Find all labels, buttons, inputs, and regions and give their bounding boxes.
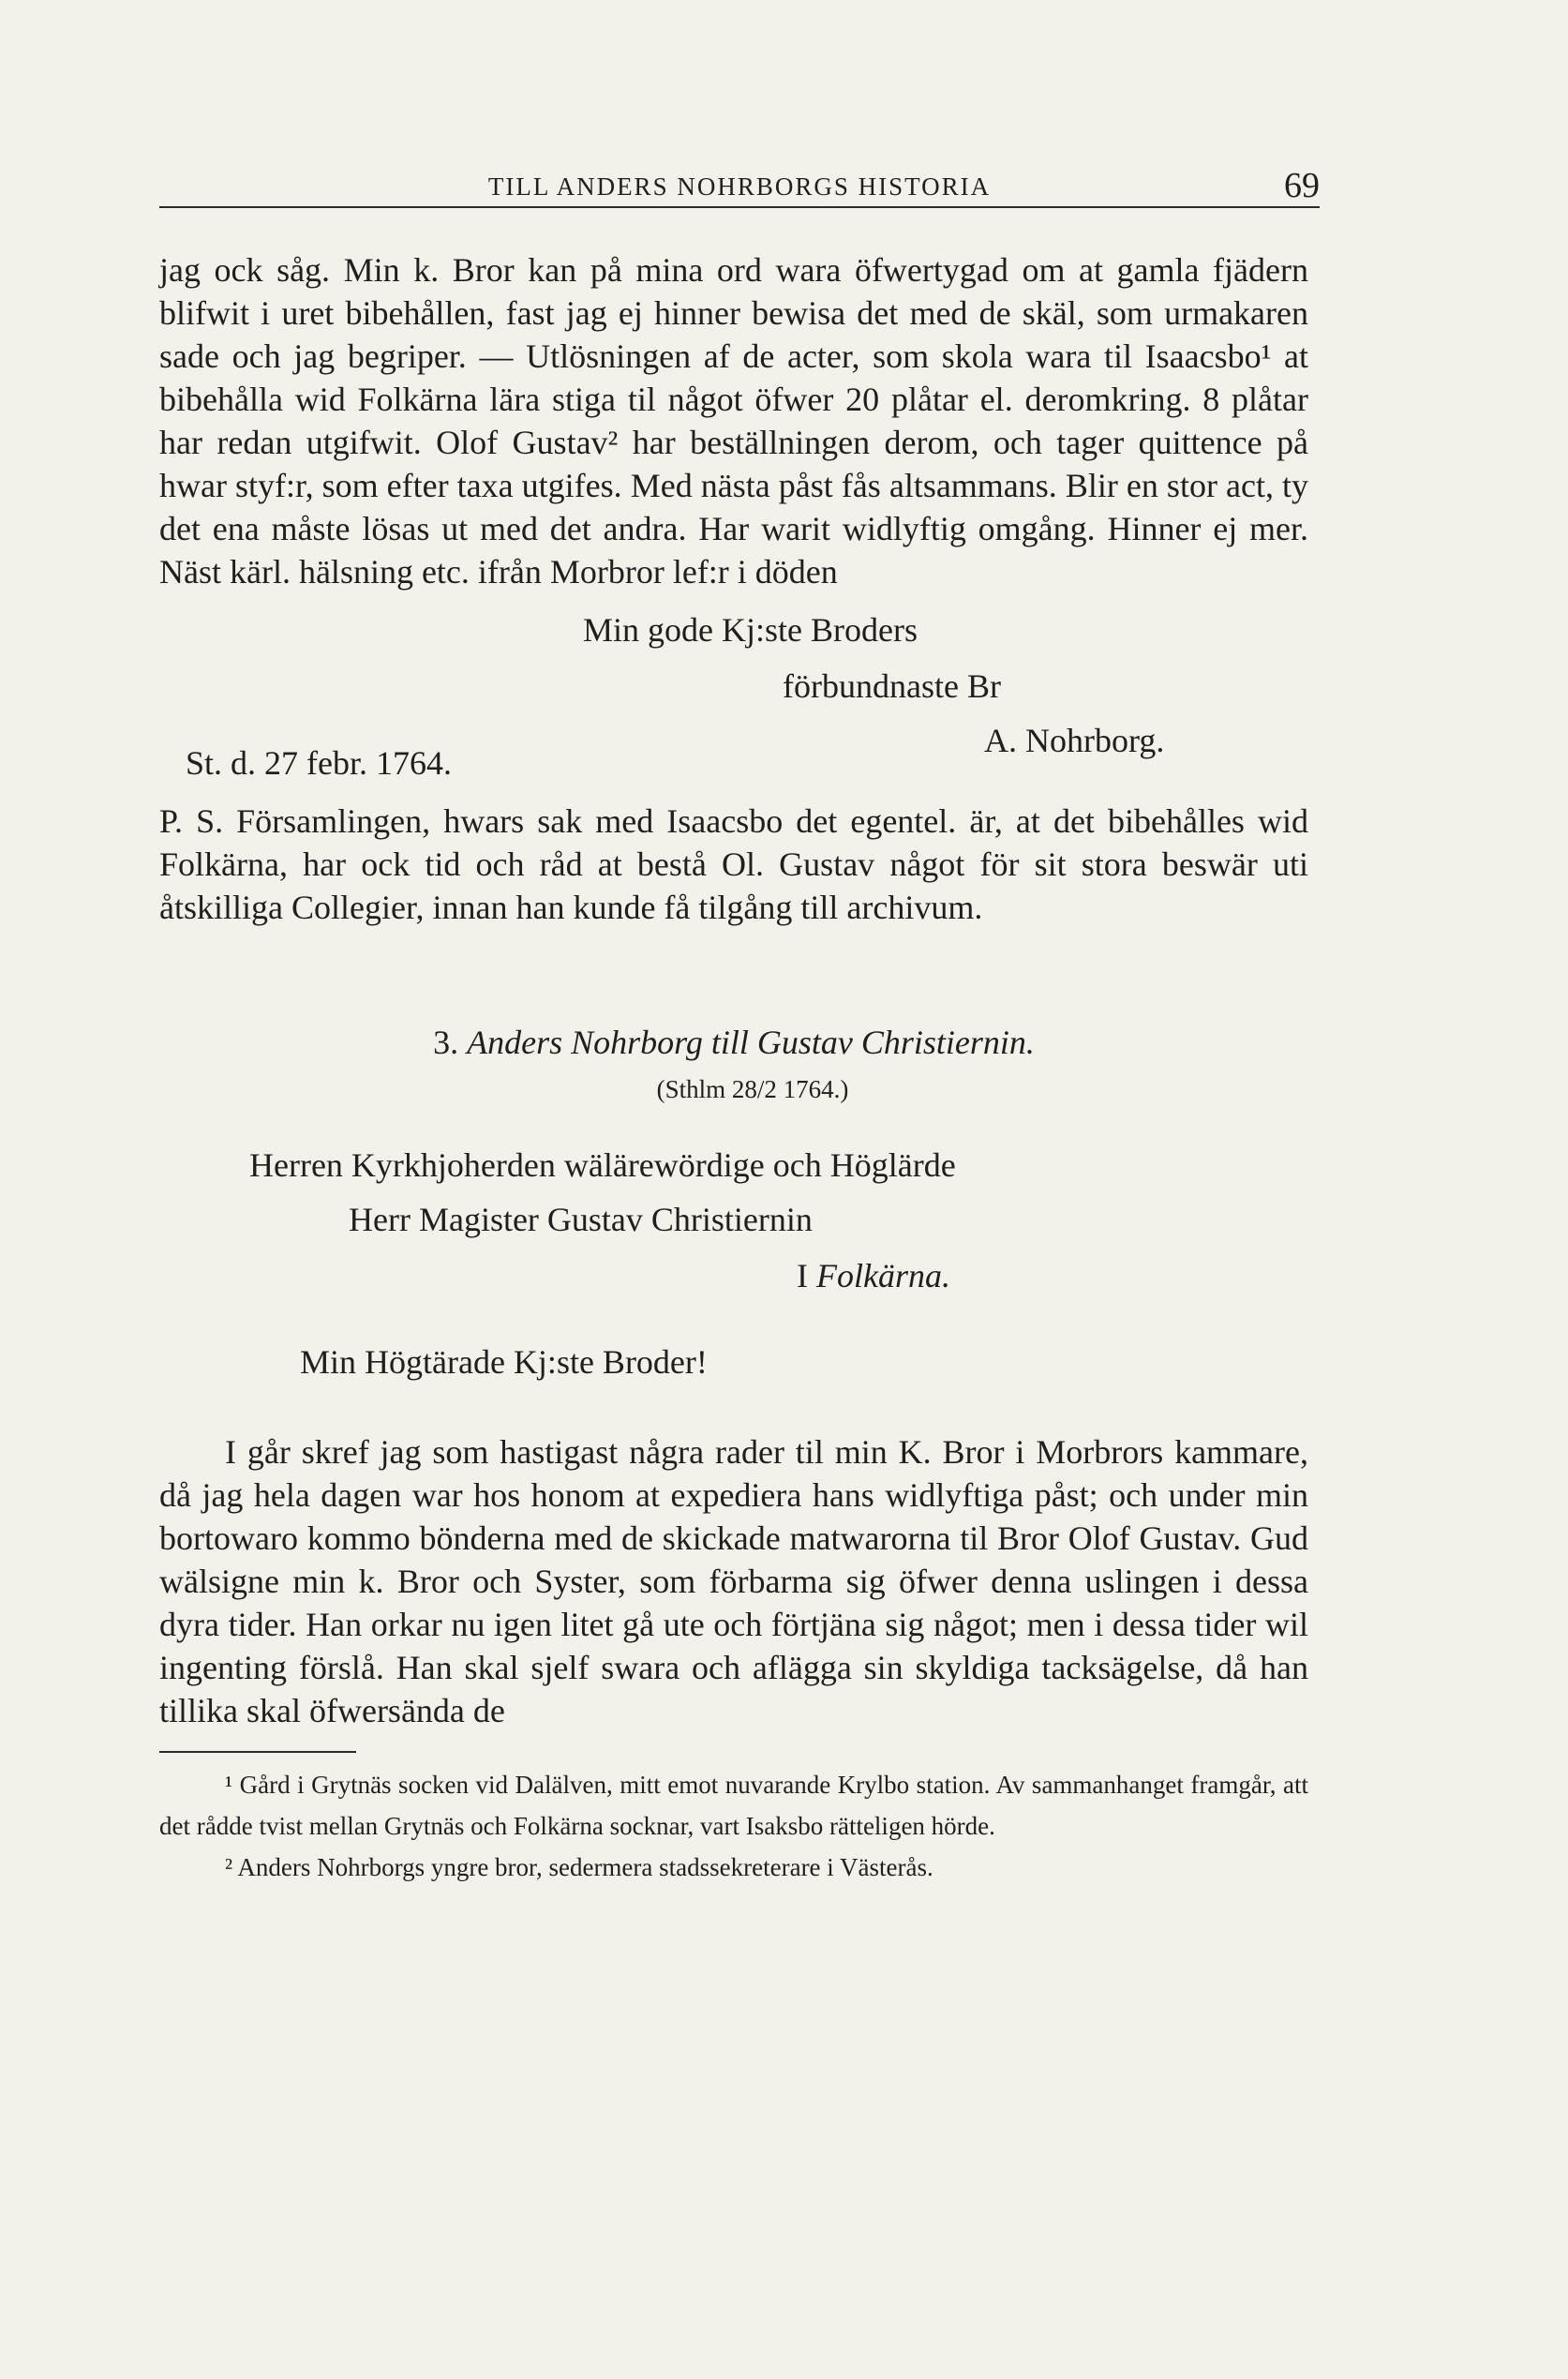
- page-header: [159, 166, 1320, 208]
- dateline-prefix: (Sthlm: [656, 1075, 726, 1103]
- postscript: P. S. Församlingen, hwars sak med Isaacsbo det egentel. är, at det bibehålles wid Folkärna, har ock tid och råd at bestå Ol. Gustav något för sit stora beswär uti åtskilliga Collegier, innan han kunde få tilgång till archivum.: [159, 802, 1308, 926]
- footnote-1: ¹ Gård i Grytnäs socken vid Dalälven, mitt emot nuvarande Krylbo station. Av sammanhanget framgår, att det rådde tvist mellan Grytnäs och Folkärna socknar, vart Isaksbo rätteligen hörde.: [159, 1771, 1308, 1840]
- letter2-number: 3.: [433, 1024, 459, 1061]
- page-body: [159, 248, 1308, 1888]
- address-place: Folkärna.: [816, 1257, 950, 1294]
- footnote-rule: [159, 1751, 356, 1753]
- address-line-2: Herr Magister Gustav Christiernin: [349, 1201, 813, 1238]
- letter2-paragraph: I går skref jag som hastigast några rader til min K. Bror i Morbrors kammare, då jag hela dagen war hos honom at expediera hans widlyftiga påst; och under min bortowaro kommo bönderna med de skickade matwarorna til Bror Olof Gustav. Gud wälsigne min k. Bror och Syster, som förbarma sig öfwer denna uslingen i dessa dyra tider. Han orkar nu igen litet gå ute och förtjäna sig något; men i dessa tider wil ingenting förslå. Han skal sjelf swara och aflägga sin skyldiga tacksägelse, då han tillika skal öfwersända de: [159, 1433, 1308, 1729]
- letter2-address: [159, 1145, 1308, 1314]
- address-line-3: [797, 1256, 950, 1295]
- letter1-paragraph: jag ock såg. Min k. Bror kan på mina ord wara öfwertygad om at gamla fjädern blifwit i uret bibehållen, fast jag ej hinner bewisa det med de skäl, som urmakaren sade och jag begriper. — Utlösningen af de acter, som skola wara til Isaacsbo¹ at bibehålla wid Folkärna lära stiga til något öfwer 20 plåtar el. deromkring. 8 plåtar har redan utgifwit. Olof Gustav² har beställningen derom, och tager quittence på hwar styf:r, som efter taxa utgifes. Med nästa påst fås altsammans. Blir en stor act, ty det ena måste lösas ut med det andra. Har warit widlyftig omgång. Hinner ej mer. Näst kärl. hälsning etc. ifrån Morbror lef:r i döden: [159, 251, 1308, 591]
- letter2-title: Anders Nohrborg till Gustav Christiernin.: [467, 1024, 1035, 1061]
- address-prefix: I: [797, 1257, 808, 1294]
- running-title: TILL ANDERS NOHRBORGS HISTORIA: [487, 172, 992, 201]
- footnotes: [159, 1764, 1308, 1888]
- closing-line-1: Min gode Kj:ste Broders: [583, 611, 918, 649]
- footnote-2: ² Anders Nohrborgs yngre bror, sedermera stadssekreterare i Västerås.: [225, 1853, 933, 1881]
- letter1-closing: [159, 593, 1308, 800]
- closing-line-2: förbundnaste Br: [783, 667, 1001, 705]
- letter1-date: St. d. 27 febr. 1764.: [186, 744, 452, 782]
- dateline-date: 28/2: [731, 1075, 777, 1103]
- signature: A. Nohrborg.: [984, 722, 1165, 759]
- letter2-heading: [159, 1023, 1308, 1062]
- letter2-body: [159, 1430, 1308, 1732]
- address-line-1: Herren Kyrkhjoherden wälärewördige och Höglärde: [249, 1146, 956, 1184]
- page-number: 69: [1284, 166, 1320, 205]
- letter2-dateline: [197, 1075, 1308, 1104]
- dateline-suffix: 1764.): [783, 1075, 849, 1103]
- salutation: Min Högtärade Kj:ste Broder!: [300, 1343, 708, 1381]
